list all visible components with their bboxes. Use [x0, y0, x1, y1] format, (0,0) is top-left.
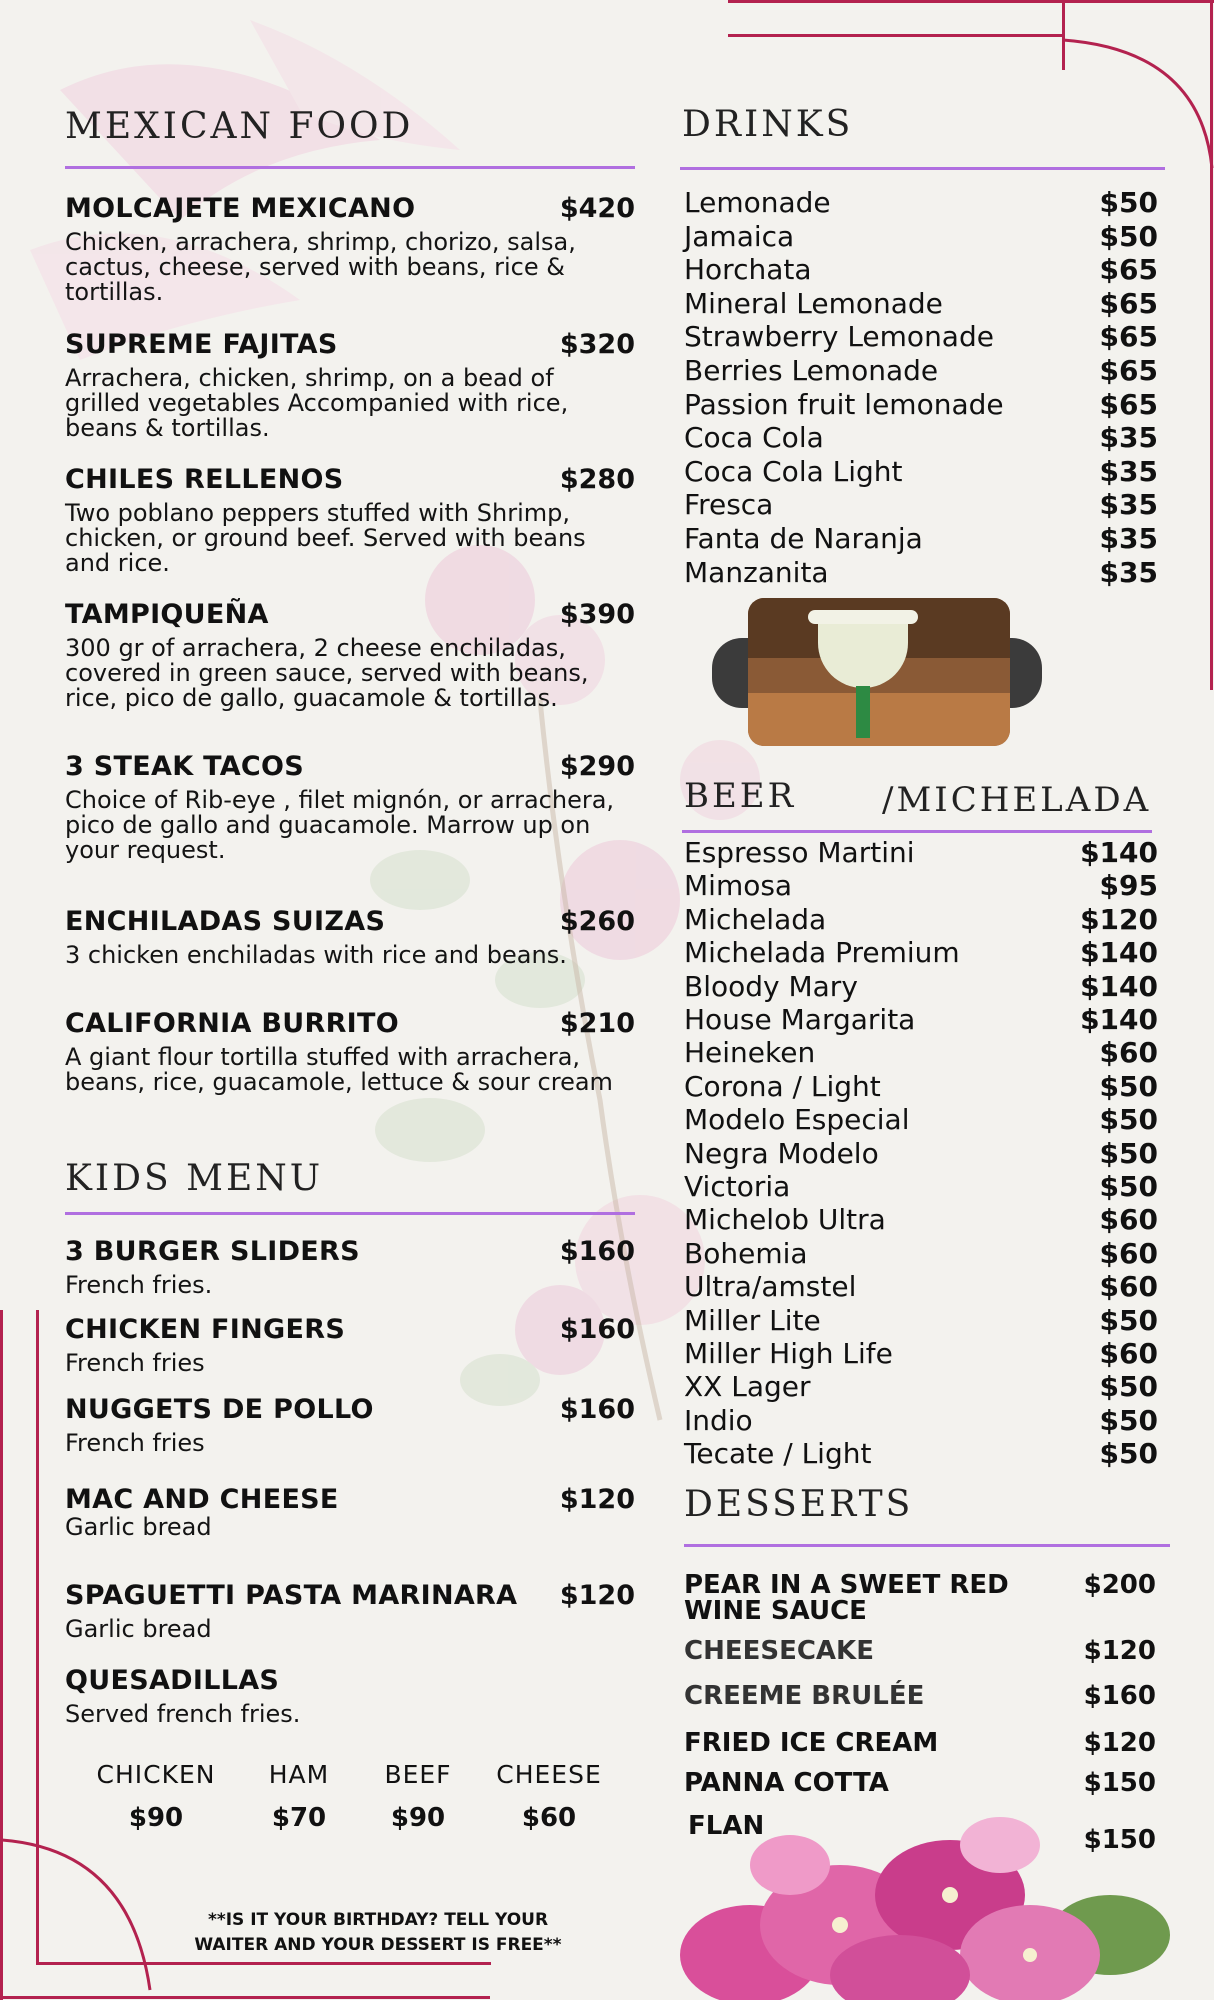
menu-item [65, 1580, 635, 1642]
drink-row [684, 556, 1158, 589]
drink-price: $60 [1099, 1236, 1158, 1270]
menu-item [65, 464, 635, 576]
item-description: Two poblano peppers stuffed with Shrimp, chicken, or ground beef. Served with beans and rice. [65, 499, 586, 577]
item-description: Served french fries. [65, 1700, 301, 1728]
dessert-price: $160 [1083, 1681, 1156, 1711]
drink-price: $50 [1099, 1303, 1158, 1337]
item-description: Choice of Rib-eye , filet mignón, or arrachera, pico de gallo and guacamole. Marrow up on your request. [65, 786, 615, 864]
drink-name: Miller High Life [684, 1337, 893, 1370]
item-price: $290 [559, 751, 635, 782]
menu-item [65, 329, 635, 441]
drink-name: Bohemia [684, 1236, 808, 1270]
bougainvillea-flowers [670, 1805, 1214, 2000]
drink-price: $60 [1099, 1036, 1158, 1070]
drink-name: Miller Lite [684, 1303, 821, 1337]
drink-row [684, 354, 1158, 387]
drink-price: $140 [1080, 836, 1158, 869]
item-description: Garlic bread [65, 1513, 212, 1541]
menu-item [65, 1008, 635, 1095]
margarita-photo [712, 598, 1042, 750]
drink-name: Corona / Light [684, 1069, 881, 1103]
drink-price: $140 [1080, 1003, 1158, 1036]
drink-price: $140 [1080, 969, 1158, 1003]
drink-row [684, 287, 1158, 320]
item-price: $160 [559, 1314, 635, 1345]
menu-item [65, 1665, 635, 1727]
dessert-name: PANNA COTTA [684, 1768, 889, 1798]
drink-price: $65 [1099, 253, 1158, 287]
option-price: $90 [128, 1803, 184, 1833]
item-name: 3 STEAK TACOS [65, 751, 305, 782]
beer-title: BEER [684, 776, 797, 816]
menu-item [65, 599, 635, 711]
drink-name: Michelada Premium [684, 936, 960, 970]
drink-price: $50 [1099, 1403, 1158, 1437]
drink-name: Michelob Ultra [684, 1203, 886, 1237]
drink-price: $50 [1099, 1136, 1158, 1170]
drink-price: $35 [1099, 555, 1158, 589]
dessert-name: CHEESECAKE [684, 1636, 874, 1666]
drink-row [684, 1304, 1158, 1337]
item-price: $260 [559, 906, 635, 937]
drink-row [684, 1036, 1158, 1069]
option-label: BEEF [384, 1760, 452, 1789]
drink-name: Tecate / Light [684, 1437, 872, 1471]
option-label: CHEESE [496, 1760, 602, 1789]
drink-price: $50 [1099, 186, 1158, 219]
drinks-rule [680, 167, 1165, 170]
item-name: MOLCAJETE MEXICANO [65, 193, 416, 224]
drink-price: $60 [1099, 1203, 1158, 1237]
drink-name: Strawberry Lemonade [684, 320, 994, 354]
drink-name: Mineral Lemonade [684, 286, 943, 320]
drink-name: Horchata [684, 253, 812, 287]
option-price: $90 [390, 1803, 446, 1833]
drink-name: Modelo Especial [684, 1103, 910, 1137]
dessert-price: $200 [1083, 1570, 1156, 1600]
drink-row [684, 455, 1158, 488]
dessert-price: $120 [1083, 1636, 1156, 1666]
drink-name: Heineken [684, 1036, 816, 1070]
dessert-price: $150 [1083, 1768, 1156, 1798]
drink-name: Coca Cola [684, 421, 824, 455]
beer-rule [682, 830, 1152, 833]
mexican-food-title: MEXICAN FOOD [65, 106, 414, 147]
drink-name: Victoria [684, 1170, 791, 1203]
item-price: $120 [559, 1580, 635, 1611]
birthday-note: **IS IT YOUR BIRTHDAY? TELL YOUR WAITER AND YOUR DESSERT IS FREE** [194, 1910, 562, 1955]
item-name: CHILES RELLENOS [65, 464, 344, 495]
drink-name: Indio [684, 1403, 753, 1437]
drink-price: $65 [1099, 286, 1158, 320]
quesadilla-option [474, 1760, 624, 1833]
menu-item [65, 1394, 635, 1456]
drink-price: $50 [1099, 219, 1158, 253]
item-price: $280 [559, 464, 635, 495]
drink-name: Coca Cola Light [684, 454, 903, 488]
item-description: Arrachera, chicken, shrimp, on a bead of grilled vegetables Accompanied with rice, beans & tortillas. [65, 364, 569, 442]
item-description: French fries [65, 1429, 205, 1457]
drink-name: Jamaica [684, 219, 795, 253]
drink-name: Bloody Mary [684, 969, 858, 1003]
item-name: NUGGETS DE POLLO [65, 1394, 374, 1425]
drink-name: Berries Lemonade [684, 354, 939, 387]
dessert-name: FRIED ICE CREAM [684, 1728, 939, 1758]
drink-row [684, 1437, 1158, 1470]
quesadilla-option [81, 1760, 231, 1833]
drink-row [684, 220, 1158, 253]
menu-item [65, 751, 635, 863]
drink-name: XX Lager [684, 1370, 811, 1404]
item-description: Garlic bread [65, 1615, 212, 1643]
drink-price: $60 [1099, 1270, 1158, 1304]
drink-row [684, 1170, 1158, 1203]
drink-row [684, 1337, 1158, 1370]
item-name: SPAGUETTI PASTA MARINARA [65, 1580, 518, 1611]
drink-row [684, 488, 1158, 521]
drink-price: $35 [1099, 421, 1158, 455]
dessert-item [684, 1770, 1156, 1796]
drink-row [684, 1270, 1158, 1303]
drink-row [684, 936, 1158, 969]
drink-name: Manzanita [684, 555, 829, 589]
drink-price: $35 [1099, 454, 1158, 488]
kids-menu-title: KIDS MENU [65, 1158, 324, 1199]
item-description: French fries. [65, 1271, 213, 1299]
frame-top-right-arc [1060, 0, 1214, 170]
drink-price: $50 [1099, 1437, 1158, 1471]
item-description: French fries [65, 1349, 205, 1377]
dessert-name: FLAN [688, 1811, 765, 1841]
dessert-item [684, 1683, 1156, 1709]
mexican-food-rule [65, 166, 635, 169]
quesadilla-option [343, 1760, 493, 1833]
drink-row [684, 1237, 1158, 1270]
dessert-item [684, 1572, 1156, 1624]
drink-row [684, 869, 1158, 902]
drink-price: $65 [1099, 354, 1158, 387]
dessert-name: CREEME BRULÉE [684, 1681, 925, 1711]
drink-row [684, 421, 1158, 454]
drink-row [684, 970, 1158, 1003]
drink-price: $65 [1099, 320, 1158, 354]
item-description: 3 chicken enchiladas with rice and beans. [65, 941, 567, 969]
item-name: SUPREME FAJITAS [65, 329, 338, 360]
menu-item [65, 1484, 635, 1540]
drink-price: $50 [1099, 1069, 1158, 1103]
drink-row [684, 1103, 1158, 1136]
drink-price: $140 [1080, 936, 1158, 970]
option-label: CHICKEN [96, 1760, 216, 1789]
kids-menu-rule [65, 1212, 635, 1215]
item-price: $210 [559, 1008, 635, 1039]
drink-price: $50 [1099, 1103, 1158, 1137]
drink-row [684, 522, 1158, 555]
drink-price: $50 [1099, 1370, 1158, 1404]
drink-price: $65 [1099, 387, 1158, 421]
drink-row [684, 903, 1158, 936]
drink-name: Fresca [684, 488, 774, 522]
drink-price: $95 [1099, 869, 1158, 903]
drink-row [684, 1404, 1158, 1437]
item-price: $320 [559, 329, 635, 360]
drink-row [684, 388, 1158, 421]
drink-row [684, 186, 1158, 219]
dessert-price: $120 [1083, 1728, 1156, 1758]
frame-top-right-h2 [728, 34, 1064, 37]
drink-name: Negra Modelo [684, 1136, 879, 1170]
item-name: ENCHILADAS SUIZAS [65, 906, 386, 937]
option-price: $60 [521, 1803, 577, 1833]
drink-row [684, 253, 1158, 286]
dessert-item [684, 1730, 1156, 1756]
drink-row [684, 1070, 1158, 1103]
dessert-price: $150 [1083, 1825, 1156, 1855]
item-price: $160 [559, 1394, 635, 1425]
dessert-item [684, 1638, 1156, 1664]
item-description: Chicken, arrachera, shrimp, chorizo, salsa, cactus, cheese, served with beans, rice & tortillas. [65, 228, 576, 306]
desserts-rule [684, 1544, 1170, 1547]
item-description: A giant flour tortilla stuffed with arrachera, beans, rice, guacamole, lettuce & sour cream [65, 1043, 613, 1096]
drink-price: $35 [1099, 488, 1158, 522]
menu-item [65, 906, 635, 968]
item-name: 3 BURGER SLIDERS [65, 1236, 360, 1267]
item-name: QUESADILLAS [65, 1665, 280, 1696]
drink-row [684, 1370, 1158, 1403]
frame-bottom-left-arc [0, 1830, 160, 2000]
item-name: CALIFORNIA BURRITO [65, 1008, 399, 1039]
drink-name: Mimosa [684, 869, 793, 903]
drink-row [684, 1203, 1158, 1236]
item-description: 300 gr of arrachera, 2 cheese enchiladas, covered in green sauce, served with beans, rice, pico de gallo, guacamole & tortillas. [65, 634, 589, 712]
item-price: $160 [559, 1236, 635, 1267]
drink-row [684, 1137, 1158, 1170]
drink-price: $120 [1080, 902, 1158, 936]
menu-item [65, 1314, 635, 1376]
drink-name: Espresso Martini [684, 836, 915, 869]
drink-price: $50 [1099, 1170, 1158, 1203]
item-name: CHICKEN FINGERS [65, 1314, 346, 1345]
drink-row [684, 1003, 1158, 1036]
menu-item [65, 1236, 635, 1298]
drink-row [684, 320, 1158, 353]
option-label: HAM [268, 1760, 330, 1789]
drink-name: House Margarita [684, 1003, 916, 1036]
drink-price: $60 [1099, 1337, 1158, 1370]
item-price: $120 [559, 1484, 635, 1515]
drink-price: $35 [1099, 522, 1158, 555]
item-price: $390 [559, 599, 635, 630]
drink-name: Ultra/amstel [684, 1270, 857, 1304]
drink-name: Lemonade [684, 186, 831, 219]
drink-name: Fanta de Naranja [684, 522, 923, 555]
drink-name: Passion fruit lemonade [684, 387, 1004, 421]
drink-name: Michelada [684, 902, 827, 936]
item-price: $420 [559, 193, 635, 224]
drinks-title: DRINKS [682, 104, 854, 145]
item-name: MAC AND CHEESE [65, 1484, 339, 1515]
michelada-title: /MICHELADA [882, 780, 1152, 820]
dessert-name: PEAR IN A SWEET RED WINE SAUCE [684, 1570, 1009, 1626]
item-name: TAMPIQUEÑA [65, 599, 269, 630]
drink-row [684, 836, 1158, 869]
option-price: $70 [271, 1803, 327, 1833]
menu-item [65, 193, 635, 305]
desserts-title: DESSERTS [684, 1484, 914, 1525]
